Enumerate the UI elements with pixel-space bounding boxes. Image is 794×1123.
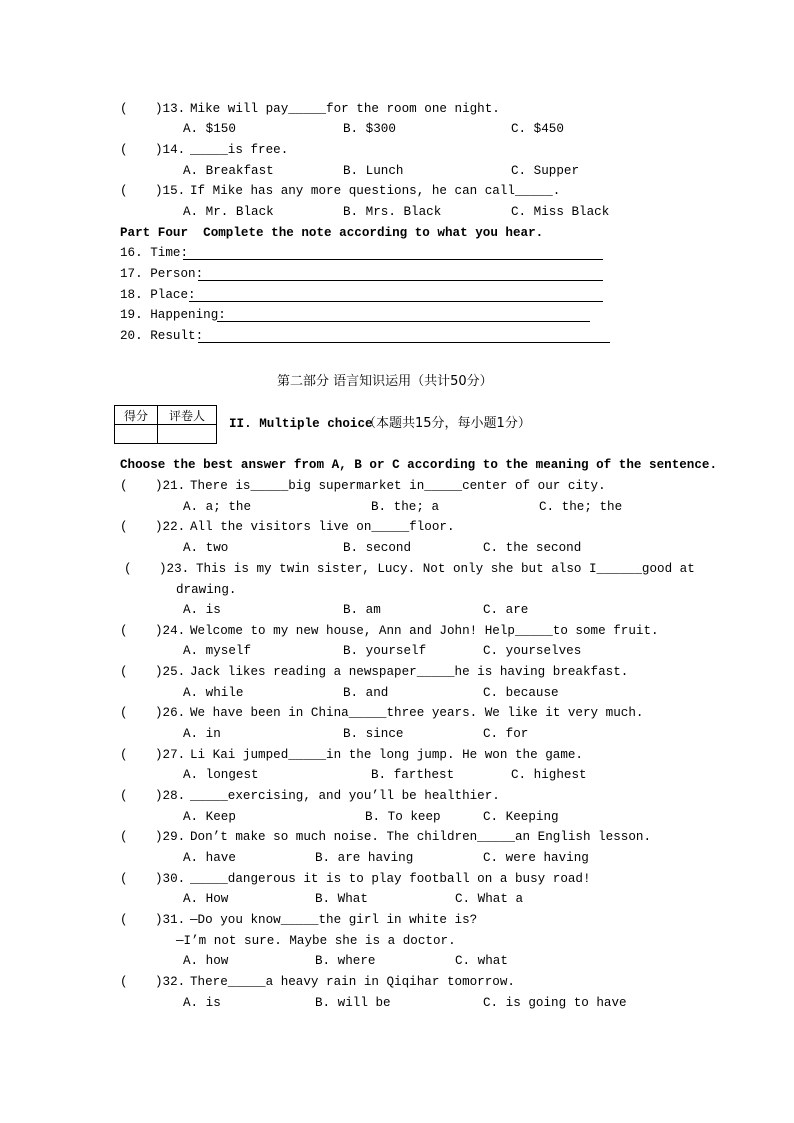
option-c[interactable]: C. the second <box>483 541 582 555</box>
option-b: B. Lunch <box>343 164 404 178</box>
question-number: )13. <box>155 102 186 116</box>
answer-paren[interactable]: ( <box>120 975 128 989</box>
option-a: A. Mr. Black <box>183 205 274 219</box>
question-number: )24. <box>155 624 186 638</box>
answer-paren[interactable]: ( <box>120 913 128 927</box>
question-stem: There is_____big supermarket in_____center of our city. <box>190 479 606 493</box>
option-c[interactable]: C. What a <box>455 892 524 906</box>
option-a: A. Breakfast <box>183 164 274 178</box>
option-a[interactable]: A. have <box>183 851 236 865</box>
answer-paren[interactable]: ( <box>120 830 128 844</box>
option-b[interactable]: B. will be <box>315 996 391 1010</box>
question-number: )27. <box>155 748 186 762</box>
question-number: )32. <box>155 975 186 989</box>
question-stem: We have been in China_____three years. We like it very much. <box>190 706 644 720</box>
option-b[interactable]: B. are having <box>315 851 414 865</box>
option-a[interactable]: A. two <box>183 541 229 555</box>
question-stem: If Mike has any more questions, he can call_____. <box>190 184 561 198</box>
option-b[interactable]: B. farthest <box>371 768 455 782</box>
question-number: )22. <box>155 520 186 534</box>
question-stem: Mike will pay_____for the room one night. <box>190 102 500 116</box>
question-number: )26. <box>155 706 186 720</box>
option-b: B. Mrs. Black <box>343 205 442 219</box>
option-b[interactable]: B. yourself <box>343 644 427 658</box>
option-c[interactable]: C. highest <box>511 768 587 782</box>
note-blank[interactable] <box>183 247 603 260</box>
option-c: C. $450 <box>511 122 564 136</box>
question-stem: Welcome to my new house, Ann and John! Help_____to some fruit. <box>190 624 659 638</box>
question-number: )14. <box>155 143 186 157</box>
answer-paren[interactable]: ( <box>120 748 128 762</box>
option-c[interactable]: C. Keeping <box>483 810 559 824</box>
note-label: 19. Happening: <box>120 308 226 322</box>
grader-cell[interactable] <box>158 425 217 444</box>
question-number: )29. <box>155 830 186 844</box>
part4-heading: Part Four Complete the note according to what you hear. <box>120 226 544 240</box>
option-a[interactable]: A. a; the <box>183 500 252 514</box>
score-box <box>114 405 217 444</box>
option-c[interactable]: C. is going to have <box>483 996 627 1010</box>
answer-paren[interactable]: ( <box>120 520 128 534</box>
question-number: )28. <box>155 789 186 803</box>
option-b: B. $300 <box>343 122 396 136</box>
question-paren: ( <box>120 102 128 116</box>
option-a[interactable]: A. myself <box>183 644 252 658</box>
option-a: A. $150 <box>183 122 236 136</box>
question-paren: ( <box>120 184 128 198</box>
option-a[interactable]: A. while <box>183 686 244 700</box>
answer-paren[interactable]: ( <box>120 706 128 720</box>
question-stem: There_____a heavy rain in Qiqihar tomorrow. <box>190 975 515 989</box>
option-c[interactable]: C. the; the <box>539 500 623 514</box>
question-stem: _____exercising, and you’ll be healthier. <box>190 789 500 803</box>
question-stem-cont: —I’m not sure. Maybe she is a doctor. <box>176 934 456 948</box>
mc-instruction: Choose the best answer from A, B or C according to the meaning of the sentence. <box>120 458 718 472</box>
note-blank[interactable] <box>189 289 603 302</box>
note-blank[interactable] <box>198 268 603 281</box>
note-label: 20. Result: <box>120 329 204 343</box>
option-a[interactable]: A. is <box>183 996 221 1010</box>
mc-heading: II. Multiple choice <box>229 417 373 431</box>
option-c[interactable]: C. yourselves <box>483 644 582 658</box>
question-number: )23. <box>159 562 190 576</box>
note-label: 16. Time: <box>120 246 189 260</box>
option-b[interactable]: B. where <box>315 954 376 968</box>
question-number: )15. <box>155 184 186 198</box>
option-c[interactable]: C. were having <box>483 851 589 865</box>
option-b[interactable]: B. second <box>343 541 412 555</box>
mc-heading-points: （本题共15分，每小题1分） <box>363 416 531 431</box>
question-paren: ( <box>120 143 128 157</box>
answer-paren[interactable]: ( <box>120 872 128 886</box>
option-c[interactable]: C. are <box>483 603 529 617</box>
option-b[interactable]: B. am <box>343 603 381 617</box>
note-label: 17. Person: <box>120 267 204 281</box>
question-number: )25. <box>155 665 186 679</box>
note-blank[interactable] <box>198 330 610 343</box>
option-c[interactable]: C. for <box>483 727 529 741</box>
grader-label: 评卷人 <box>158 406 217 425</box>
question-stem: _____is free. <box>190 143 289 157</box>
score-cell[interactable] <box>115 425 158 444</box>
option-c: C. Supper <box>511 164 580 178</box>
answer-paren[interactable]: ( <box>120 665 128 679</box>
option-c[interactable]: C. what <box>455 954 508 968</box>
option-a[interactable]: A. Keep <box>183 810 236 824</box>
question-stem: This is my twin sister, Lucy. Not only she but also I______good at <box>196 562 695 576</box>
option-b[interactable]: B. What <box>315 892 368 906</box>
answer-paren[interactable]: ( <box>120 789 128 803</box>
option-a[interactable]: A. longest <box>183 768 259 782</box>
question-stem-cont: drawing. <box>176 583 237 597</box>
note-label: 18. Place: <box>120 288 196 302</box>
answer-paren[interactable]: ( <box>124 562 132 576</box>
option-a[interactable]: A. in <box>183 727 221 741</box>
note-blank[interactable] <box>217 309 590 322</box>
question-stem: All the visitors live on_____floor. <box>190 520 455 534</box>
question-stem: _____dangerous it is to play football on a busy road! <box>190 872 591 886</box>
question-number: )31. <box>155 913 186 927</box>
option-a[interactable]: A. How <box>183 892 229 906</box>
question-stem: Jack likes reading a newspaper_____he is having breakfast. <box>190 665 629 679</box>
option-c: C. Miss Black <box>511 205 610 219</box>
option-c[interactable]: C. because <box>483 686 559 700</box>
section-title: 第二部分 语言知识运用（共计50分） <box>277 374 493 389</box>
question-number: )21. <box>155 479 186 493</box>
question-stem: Li Kai jumped_____in the long jump. He won the game. <box>190 748 583 762</box>
answer-paren[interactable]: ( <box>120 624 128 638</box>
option-b[interactable]: B. since <box>343 727 404 741</box>
option-a[interactable]: A. how <box>183 954 229 968</box>
option-b[interactable]: B. the; a <box>371 500 440 514</box>
answer-paren[interactable]: ( <box>120 479 128 493</box>
question-number: )30. <box>155 872 186 886</box>
option-b[interactable]: B. To keep <box>365 810 441 824</box>
question-stem: —Do you know_____the girl in white is? <box>190 913 478 927</box>
option-b[interactable]: B. and <box>343 686 389 700</box>
question-stem: Don’t make so much noise. The children_____an English lesson. <box>190 830 652 844</box>
option-a[interactable]: A. is <box>183 603 221 617</box>
score-label: 得分 <box>115 406 158 425</box>
